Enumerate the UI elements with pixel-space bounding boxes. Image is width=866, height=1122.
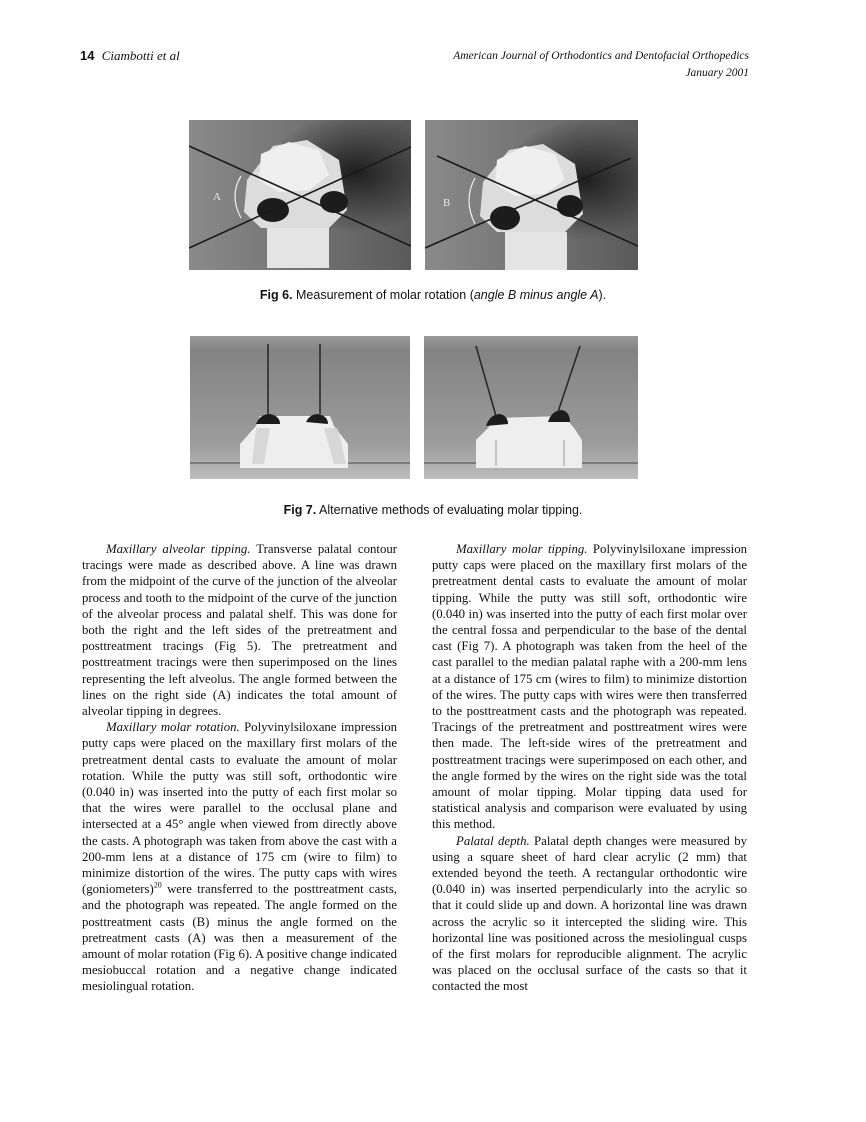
running-header-left — [80, 48, 180, 64]
right-column — [432, 541, 747, 995]
fig6-photo-b — [425, 120, 638, 270]
fig7-label: Fig 7. — [283, 503, 317, 517]
paragraph-palatal-depth — [432, 833, 747, 995]
fig6-label: Fig 6. — [259, 288, 293, 302]
citation-superscript: 20 — [153, 881, 162, 890]
fig6-caption-italic: angle B minus angle A — [473, 288, 599, 302]
running-header-right — [453, 48, 749, 82]
journal-title: American Journal of Orthodontics and Dentofacial Orthopedics — [453, 50, 749, 62]
section-heading: Maxillary alveolar tipping. — [106, 542, 251, 556]
fig7-caption-text: Alternative methods of evaluating molar tipping. — [319, 503, 583, 517]
fig7-photo-pretreatment — [190, 336, 410, 479]
panel-label-a: A — [213, 191, 221, 203]
left-column — [82, 541, 397, 995]
paragraph-molar-tipping — [432, 541, 747, 833]
fig7-photo-posttreatment — [424, 336, 638, 479]
section-heading: Palatal depth. — [456, 833, 530, 848]
section-heading: Maxillary molar tipping. — [456, 542, 588, 556]
paragraph-text-continued: were transferred to the posttreatment casts, and the photograph was repeated. The angle formed on the posttreatment casts (B) minus the angle formed on the pretreatment casts (A) was then a measurement of the amount of molar rotation (Fig 6). A positive change indicated mesiobuccal rotation and a negative change indicated mesiolingual rotation. — [82, 882, 397, 994]
fig6-caption-end: ). — [598, 288, 607, 302]
fig6-caption-text: Measurement of molar rotation ( — [296, 288, 474, 302]
paragraph-text: Polyvinylsiloxane impression putty caps were placed on the maxillary first molars of the pretreatment dental casts to evaluate the amount of molar rotation. While the putty was still soft, orthodontic wire (0.040 in) was inserted into the putty of each first molar so that the wires were parallel to the occlusal plane and intersected at a 45° angle when viewed from directly above the casts. A photograph was taken from above the cast with a 200-mm lens at a distance of 175 cm (wire to film) to minimize distortion of the wires. The putty caps with wires (goniometers) — [82, 720, 398, 897]
paragraph-molar-rotation — [82, 719, 397, 994]
panel-label-b: B — [443, 197, 451, 209]
fig6-caption — [0, 288, 866, 302]
issue-date: January 2001 — [685, 67, 749, 79]
paragraph-text: Palatal depth changes were measured by using a square sheet of hard clear acrylic (2 mm) that extended beyond the teeth. A rectangular orthodontic wire (0.040 in) was inserted perpendicularly into the acrylic so that it could slide up and down. A horizontal line was drawn across the acrylic so it intercepted the sliding wire. This horizontal line was positioned across the mesiolingual cusps of the first molars for reproducible alignment. The acrylic was placed on the occlusal surface of the casts so that it contacted the most — [432, 833, 747, 994]
paragraph-text: Transverse palatal contour tracings were made as described above. A line was drawn from the midpoint of the curve of the junction of the alveolar process and tooth to the midpoint of the curve of the junction of the alveolar process and palatal shelf. This was done for both the right and the left sides of the pretreatment and posttreatment tracings (Fig 5). The pretreatment and posttreatment tracings were then superimposed on the lines representing the left alveolus. The angle formed between the lines on the right side (A) indicates the total amount of alveolar tipping in degrees. — [82, 542, 398, 719]
page-number: 14 — [80, 48, 95, 63]
fig7-caption — [0, 503, 866, 517]
author-line: Ciambotti et al — [101, 48, 180, 63]
paragraph-text: Polyvinylsiloxane impression putty caps were placed on the maxillary first molars of the pretreatment dental casts to evaluate the amount of molar tipping. While the putty was still soft, orthodontic wire (0.040 in) was inserted into the putty of each first molar over the central fossa and perpendicular to the base of the dental cast (Fig 7). A photograph was taken from the heel of the cast parallel to the median palatal raphe with a 200-mm lens at a distance of 175 cm (wires to film) to minimize distortion of the wires. The putty caps with wires were then transferred to the posttreatment casts and the photograph was repeated. Tracings of the pretreatment and posttreatment wires were then made. The left-side wires of the pretreatment and posttreatment tracings were superimposed on each other, and the angle formed by the wires on the right side was the total amount of molar tipping. Molar tipping data used for statistical analysis and comparison were evaluated by using this method. — [432, 542, 747, 832]
section-heading: Maxillary molar rotation. — [106, 720, 240, 735]
paragraph-alveolar-tipping — [82, 541, 397, 719]
fig6-photo-a — [189, 120, 411, 270]
